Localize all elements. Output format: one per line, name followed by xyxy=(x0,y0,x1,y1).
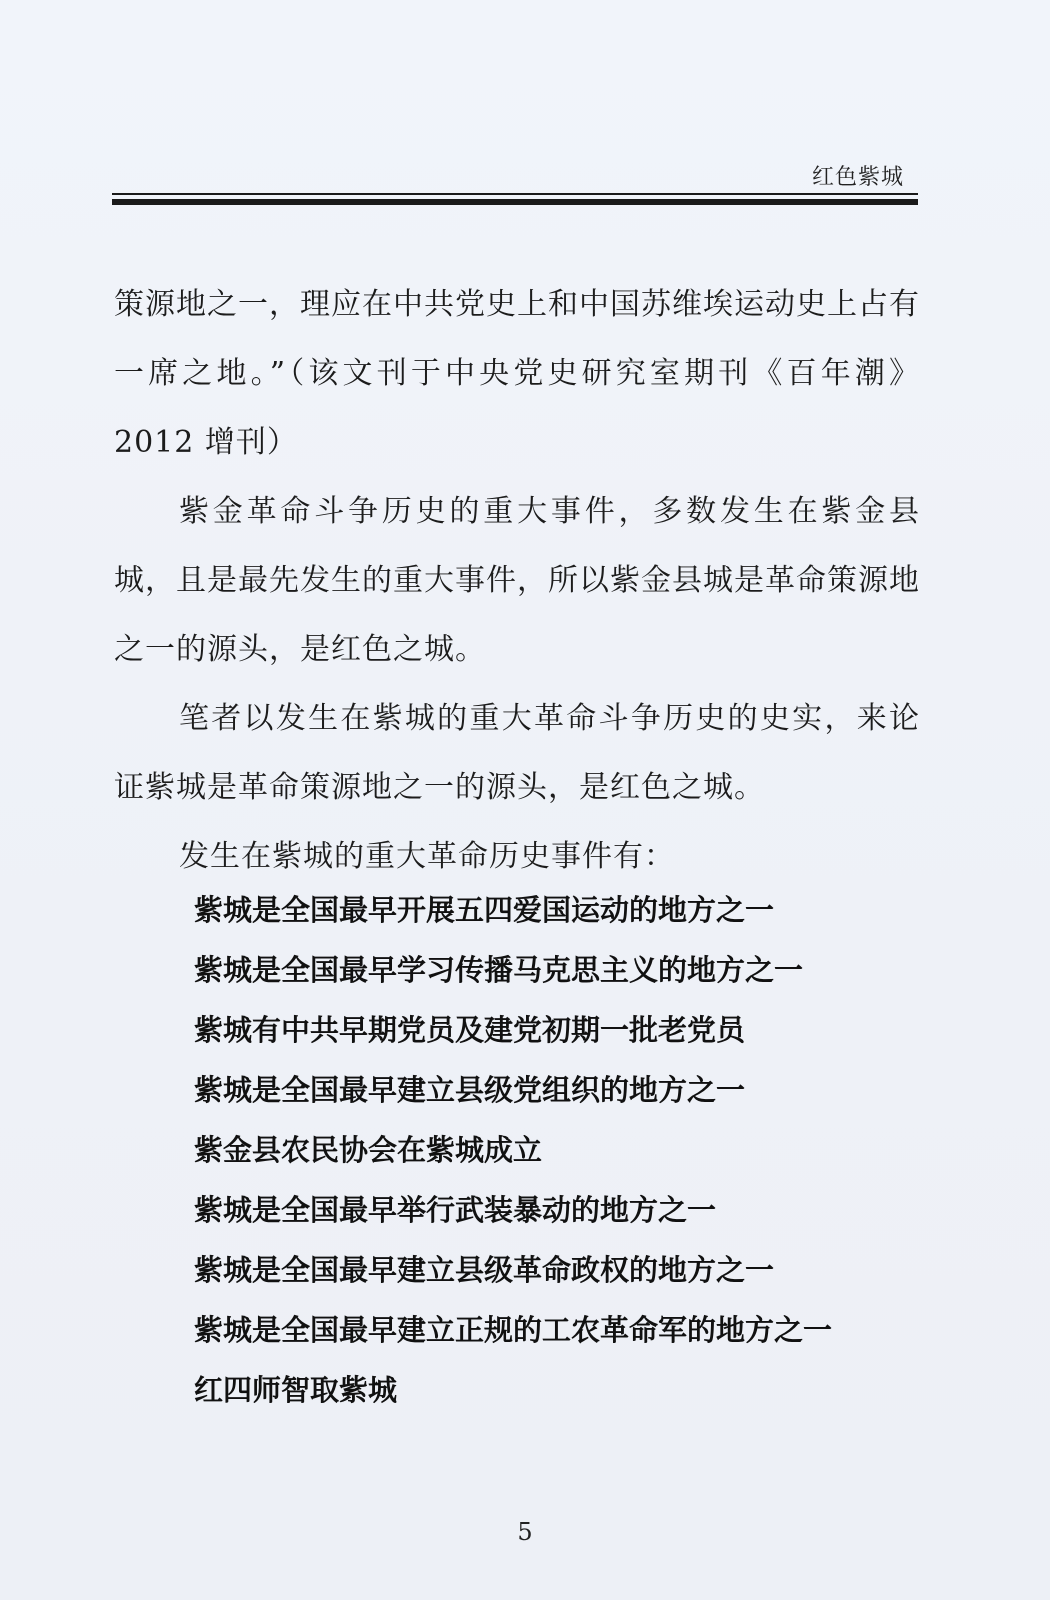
header-rule-thin xyxy=(112,193,918,195)
running-header-title: 红色紫城 xyxy=(812,165,905,190)
paragraph: 紫金革命斗争历史的重大事件，多数发生在紫金县城，且是最先发生的重大事件，所以紫金县城是革命策源地之一的源头，是红色之城。 xyxy=(114,494,920,667)
paragraph-continued: 策源地之一，理应在中共党史上和中国苏维埃运动史上占有一席之地。”（该文刊于中央党史研究室期刊《百年潮》2012 增刊） xyxy=(114,287,920,460)
list-item: 紫城有中共早期党员及建党初期一批老党员 xyxy=(194,1013,746,1047)
list-item: 紫城是全国最早建立正规的工农革命军的地方之一 xyxy=(194,1313,833,1347)
list-item: 紫城是全国最早学习传播马克思主义的地方之一 xyxy=(194,953,804,987)
events-list xyxy=(194,880,934,1420)
header-rule-thick xyxy=(112,199,918,205)
list-item: 紫城是全国最早开展五四爱国运动的地方之一 xyxy=(194,893,775,927)
list-item: 紫金县农民协会在紫城成立 xyxy=(194,1133,543,1167)
list-item: 红四师智取紫城 xyxy=(194,1373,398,1407)
list-item: 紫城是全国最早建立县级党组织的地方之一 xyxy=(194,1073,746,1107)
list-item: 紫城是全国最早举行武装暴动的地方之一 xyxy=(194,1193,717,1227)
body-text xyxy=(114,270,920,891)
list-item: 紫城是全国最早建立县级革命政权的地方之一 xyxy=(194,1253,775,1287)
paragraph: 笔者以发生在紫城的重大革命斗争历史的史实，来论证紫城是革命策源地之一的源头，是红色之城。 xyxy=(114,701,920,805)
page-number: 5 xyxy=(517,1518,533,1546)
paragraph-list-intro: 发生在紫城的重大革命历史事件有： xyxy=(179,839,675,874)
